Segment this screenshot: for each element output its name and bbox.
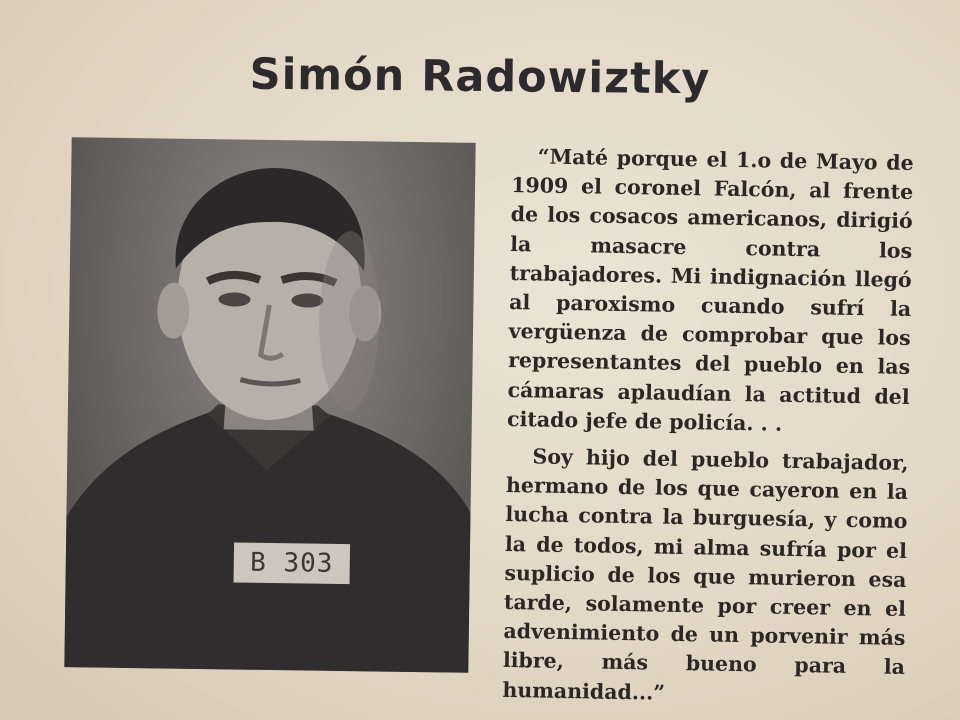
prisoner-number-plate: B 303 xyxy=(234,543,351,585)
portrait-photo xyxy=(64,137,475,673)
article-paragraph: Soy hijo del pueblo trabajador, hermano de los que cayeron en la lucha contra la burguesía, y como la de todos, mi alma sufría por el suplicio de los que murieron esa tarde, solamente por creer en el advenimiento de un porvenir más libre, más bueno para la humanidad...” xyxy=(502,444,909,705)
article-paragraph: “Maté porque el 1.o de Mayo de 1909 el coronel Falcón, al frente de los cosacos americanos, dirigió la masacre contra los trabajadores. Mi indignación llegó al paroxismo cuando sufrí la vergüenza de comprobar que los representantes del pueblo en las cámaras aplaudían la actitud del citado jefe de policía. . . xyxy=(506,144,914,436)
portrait-illustration xyxy=(64,137,475,673)
article-title: Simón Radowiztky xyxy=(249,49,711,105)
article-body xyxy=(502,142,914,712)
